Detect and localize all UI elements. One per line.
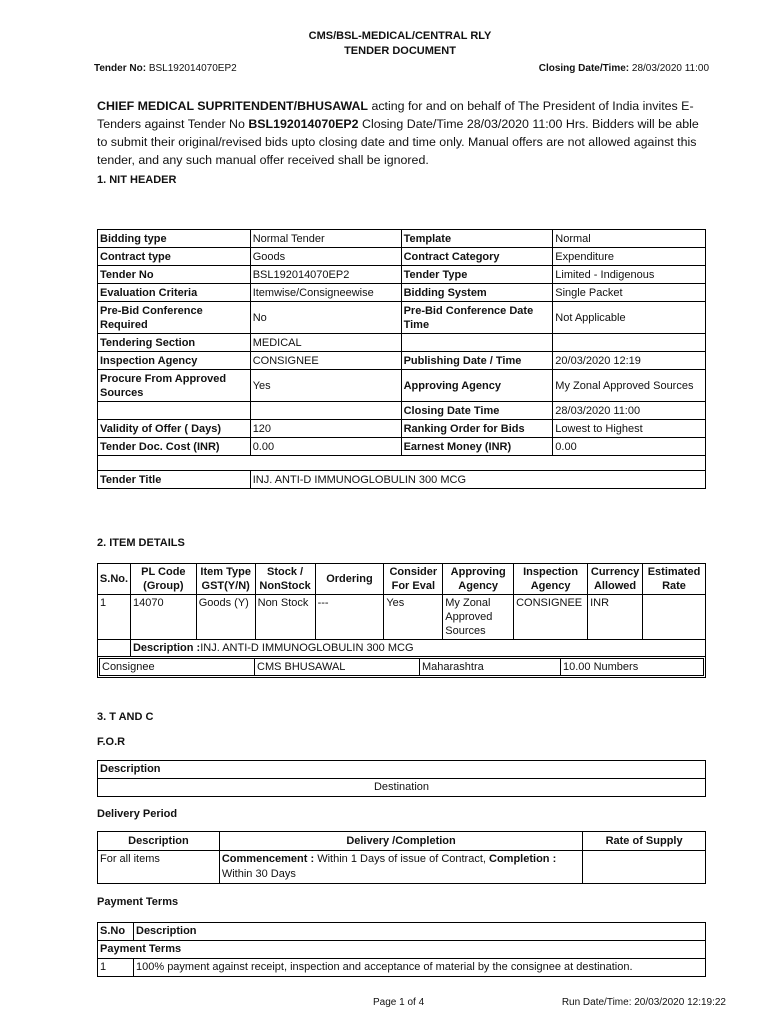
nit-row — [98, 266, 706, 284]
nit-value: Normal — [553, 230, 706, 248]
nit-value: 0.00 — [250, 438, 401, 456]
nit-value: 0.00 — [553, 438, 706, 456]
item-header: Estimated Rate — [643, 564, 706, 595]
nit-value: 28/03/2020 11:00 — [553, 402, 706, 420]
nit-row — [98, 402, 706, 420]
nit-label: Bidding type — [98, 230, 251, 248]
nit-value: CONSIGNEE — [250, 352, 401, 370]
delivery-header-completion: Delivery /Completion — [219, 832, 582, 851]
item-description — [130, 640, 705, 657]
nit-row — [98, 248, 706, 266]
section-for: F.O.R — [97, 736, 126, 748]
item-cell: Non Stock — [255, 595, 315, 640]
delivery-desc: For all items — [98, 851, 220, 884]
nit-value: 120 — [250, 420, 401, 438]
for-header: Description — [98, 761, 706, 779]
footer-run-date: Run Date/Time: 20/03/2020 12:19:22 — [561, 997, 726, 1008]
nit-label: Tender Doc. Cost (INR) — [98, 438, 251, 456]
completion-text: Within 30 Days — [221, 868, 296, 880]
nit-blank-row — [98, 456, 706, 471]
nit-row — [98, 420, 706, 438]
nit-value: Lowest to Highest — [553, 420, 706, 438]
payment-text: 100% payment against receipt, inspection and acceptance of material by the consignee at destination. — [134, 959, 706, 977]
payment-header-desc: Description — [134, 923, 706, 941]
nit-value: Single Packet — [553, 284, 706, 302]
item-desc-label: Description : — [132, 642, 201, 654]
item-header: PL Code (Group) — [130, 564, 196, 595]
nit-title-row — [98, 471, 706, 489]
item-cell: 14070 — [130, 595, 196, 640]
delivery-completion — [219, 851, 582, 884]
nit-label: Approving Agency — [401, 370, 553, 402]
header-line-2: TENDER DOCUMENT — [344, 45, 456, 57]
for-table — [97, 760, 706, 797]
nit-label: Evaluation Criteria — [98, 284, 251, 302]
nit-value — [250, 402, 401, 420]
item-cell: Goods (Y) — [196, 595, 255, 640]
nit-label: Contract type — [98, 248, 251, 266]
nit-label: Closing Date Time — [401, 402, 553, 420]
nit-value: No — [250, 302, 401, 334]
nit-label: Tender Type — [401, 266, 553, 284]
delivery-table — [97, 831, 706, 884]
header-closing — [539, 63, 709, 74]
payment-subheader: Payment Terms — [98, 941, 706, 959]
nit-row — [98, 302, 706, 334]
completion-label: Completion : — [489, 853, 557, 865]
item-header: Approving Agency — [443, 564, 514, 595]
delivery-header-rate: Rate of Supply — [583, 832, 706, 851]
intro-text-2: Closing Date/Time 28/03/2020 11:00 Hrs. Bidders will be able to submit their original/revised bids upto closing date and time only. Manual offers are not allowed against this tender, and any such manual offer received shall be ignored. — [97, 117, 699, 167]
nit-label: Tendering Section — [98, 334, 251, 352]
nit-table — [97, 229, 706, 489]
section-t-and-c: 3. T AND C — [97, 711, 154, 723]
nit-value: Expenditure — [553, 248, 706, 266]
nit-label: Contract Category — [401, 248, 553, 266]
nit-value: 20/03/2020 12:19 — [553, 352, 706, 370]
nit-label: Inspection Agency — [98, 352, 251, 370]
nit-label: Ranking Order for Bids — [401, 420, 553, 438]
section-item-details: 2. ITEM DETAILS — [97, 537, 185, 549]
nit-value: Yes — [250, 370, 401, 402]
item-table — [97, 563, 706, 678]
header-tender-no — [94, 63, 237, 74]
consignee-table — [99, 658, 704, 676]
delivery-rate — [583, 851, 706, 884]
delivery-header-desc: Description — [98, 832, 220, 851]
item-header: Currency Allowed — [588, 564, 643, 595]
nit-value: Normal Tender — [250, 230, 401, 248]
nit-row — [98, 230, 706, 248]
consignee-label: Consignee — [100, 659, 255, 676]
nit-row — [98, 284, 706, 302]
nit-label — [401, 334, 553, 352]
tender-title-label: Tender Title — [98, 471, 251, 489]
tender-no-value: BSL192014070EP2 — [148, 63, 237, 74]
section-nit-header: 1. NIT HEADER — [97, 174, 177, 186]
item-header: Item Type GST(Y/N) — [196, 564, 255, 595]
item-cell: --- — [315, 595, 384, 640]
nit-row — [98, 438, 706, 456]
item-header: Inspection Agency — [514, 564, 588, 595]
tender-no-label: Tender No: — [94, 63, 147, 74]
nit-row — [98, 370, 706, 402]
header-line-1: CMS/BSL-MEDICAL/CENTRAL RLY — [308, 30, 492, 42]
item-header: Stock / NonStock — [255, 564, 315, 595]
section-delivery-period: Delivery Period — [97, 808, 178, 820]
intro-paragraph — [97, 97, 709, 169]
closing-label: Closing Date/Time: — [538, 63, 630, 74]
closing-value: 28/03/2020 11:00 — [631, 63, 709, 74]
item-cell: 1 — [98, 595, 131, 640]
item-desc-spacer — [98, 640, 131, 657]
nit-label: Pre-Bid Conference Date Time — [401, 302, 553, 334]
for-value: Destination — [98, 779, 706, 797]
nit-value: Not Applicable — [553, 302, 706, 334]
item-cell: My Zonal Approved Sources — [443, 595, 514, 640]
nit-label: Procure From Approved Sources — [98, 370, 251, 402]
nit-row — [98, 334, 706, 352]
nit-value: Limited - Indigenous — [553, 266, 706, 284]
footer-page: Page 1 of 4 — [373, 997, 425, 1008]
payment-table — [97, 922, 706, 977]
nit-label: Earnest Money (INR) — [401, 438, 553, 456]
payment-sno: 1 — [98, 959, 134, 977]
consignee-qty: 10.00 Numbers — [561, 659, 704, 676]
nit-value: Goods — [250, 248, 401, 266]
nit-value — [553, 334, 706, 352]
nit-value: My Zonal Approved Sources — [553, 370, 706, 402]
nit-blank-cell — [98, 456, 706, 471]
nit-label: Publishing Date / Time — [401, 352, 553, 370]
nit-value: BSL192014070EP2 — [250, 266, 401, 284]
consignee-state: Maharashtra — [420, 659, 561, 676]
intro-tender: BSL192014070EP2 — [248, 117, 359, 131]
nit-label — [98, 402, 251, 420]
item-cell: INR — [588, 595, 643, 640]
item-desc-value: INJ. ANTI-D IMMUNOGLOBULIN 300 MCG — [200, 642, 414, 654]
nit-value: MEDICAL — [250, 334, 401, 352]
nit-value: Itemwise/Consigneewise — [250, 284, 401, 302]
consignee-name: CMS BHUSAWAL — [255, 659, 420, 676]
intro-text-1: acting for and on behalf of The President of India invites E-Tenders against Tender No — [97, 99, 694, 131]
nit-label: Bidding System — [401, 284, 553, 302]
commencement-text: Within 1 Days of issue of Contract, — [314, 853, 490, 865]
item-cell — [643, 595, 706, 640]
nit-label: Validity of Offer ( Days) — [98, 420, 251, 438]
section-payment-terms: Payment Terms — [97, 896, 179, 908]
payment-header-sno: S.No — [98, 923, 134, 941]
commencement-label: Commencement : — [221, 853, 315, 865]
consignee-wrapper — [98, 657, 706, 678]
item-header: S.No. — [98, 564, 131, 595]
item-cell: Yes — [384, 595, 443, 640]
intro-org: CHIEF MEDICAL SUPRITENDENT/BHUSAWAL — [97, 99, 368, 113]
nit-label: Template — [401, 230, 553, 248]
item-cell: CONSIGNEE — [514, 595, 588, 640]
nit-row — [98, 352, 706, 370]
tender-title-value: INJ. ANTI-D IMMUNOGLOBULIN 300 MCG — [250, 471, 705, 489]
nit-label: Tender No — [98, 266, 251, 284]
nit-label: Pre-Bid Conference Required — [98, 302, 251, 334]
item-header: Consider For Eval — [384, 564, 443, 595]
item-header: Ordering — [315, 564, 384, 595]
